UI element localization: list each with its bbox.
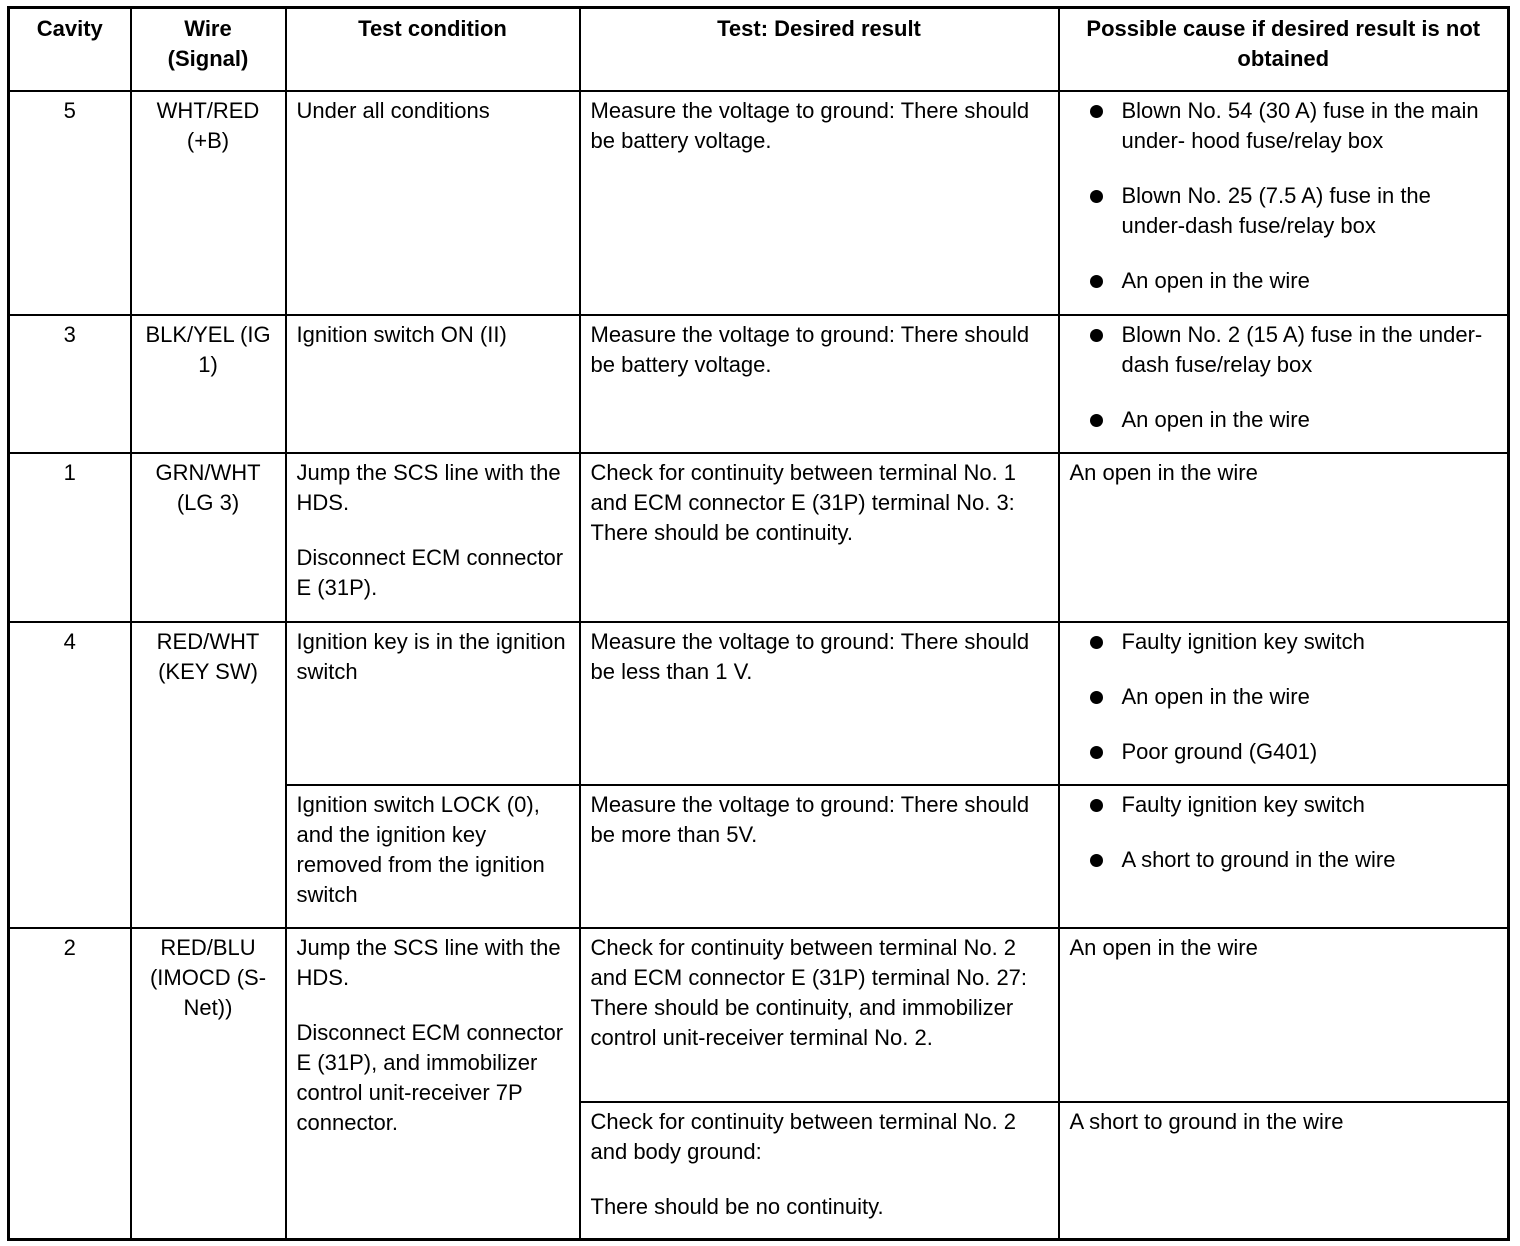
cause-cell	[1059, 453, 1509, 622]
wire-cell: RED/WHT (KEY SW)	[131, 622, 286, 928]
result-cell	[580, 315, 1059, 453]
header-desired-result: Test: Desired result	[580, 8, 1059, 91]
bullet-icon	[1090, 275, 1103, 288]
bullet-icon	[1090, 854, 1103, 867]
condition-text: Ignition key is in the ignition switch	[296, 628, 566, 684]
condition-cell	[286, 91, 580, 315]
cause-list	[1070, 320, 1498, 435]
table-row	[9, 928, 1509, 1102]
cause-text: Blown No. 2 (15 A) fuse in the under-dash fuse/relay box	[1121, 321, 1483, 377]
result-cell	[580, 622, 1059, 785]
header-wire: Wire (Signal)	[131, 8, 286, 91]
table-header-row	[9, 8, 1509, 91]
result-text: There should be no continuity.	[590, 1193, 884, 1219]
cavity-cell: 4	[9, 622, 131, 928]
cause-item	[1070, 682, 1498, 712]
wire-cell: GRN/WHT (LG 3)	[131, 453, 286, 622]
cause-list	[1070, 627, 1498, 767]
table-row	[9, 622, 1509, 785]
cause-cell	[1059, 928, 1509, 1102]
cause-text: An open in the wire	[1069, 459, 1258, 485]
bullet-icon	[1090, 329, 1103, 342]
bullet-icon	[1090, 414, 1103, 427]
result-text: Measure the voltage to ground: There should be less than 1 V.	[590, 628, 1030, 684]
cause-item	[1070, 405, 1498, 435]
condition-cell	[286, 785, 580, 928]
cavity-cell: 3	[9, 315, 131, 453]
cause-text: Blown No. 54 (30 A) fuse in the main under- hood fuse/relay box	[1121, 97, 1479, 153]
condition-cell	[286, 622, 580, 785]
bullet-icon	[1090, 636, 1103, 649]
cause-item	[1070, 181, 1498, 241]
troubleshooting-table-container	[7, 6, 1507, 1241]
condition-cell	[286, 928, 580, 1240]
wire-cell: WHT/RED (+B)	[131, 91, 286, 315]
table-row	[9, 453, 1509, 622]
cause-cell	[1059, 1102, 1509, 1240]
cause-item	[1070, 320, 1498, 380]
cause-item	[1070, 845, 1498, 875]
cavity-cell: 5	[9, 91, 131, 315]
cause-text: Blown No. 25 (7.5 A) fuse in the under-dash fuse/relay box	[1121, 182, 1431, 238]
cause-item	[1070, 266, 1498, 296]
result-text: Check for continuity between terminal No. 2 and ECM connector E (31P) terminal No. 27: There should be continuity, and immobilizer control unit-receiver terminal No. 2.	[590, 934, 1028, 1050]
result-text: Measure the voltage to ground: There should be battery voltage.	[590, 97, 1030, 153]
condition-text: Under all conditions	[296, 97, 490, 123]
cause-text: An open in the wire	[1069, 934, 1258, 960]
cause-text: An open in the wire	[1121, 406, 1310, 432]
table-row	[9, 91, 1509, 315]
bullet-icon	[1090, 190, 1103, 203]
cause-list	[1070, 790, 1498, 875]
cause-cell	[1059, 622, 1509, 785]
wire-cell: BLK/YEL (IG 1)	[131, 315, 286, 453]
condition-text: Jump the SCS line with the HDS.	[296, 459, 561, 515]
result-cell	[580, 928, 1059, 1102]
result-cell	[580, 453, 1059, 622]
cavity-cell: 1	[9, 453, 131, 622]
troubleshooting-table	[7, 6, 1510, 1241]
cause-text: Poor ground (G401)	[1121, 738, 1318, 764]
result-text: Measure the voltage to ground: There should be more than 5V.	[590, 791, 1030, 847]
cavity-cell: 2	[9, 928, 131, 1240]
condition-text: Disconnect ECM connector E (31P), and immobilizer control unit-receiver 7P connector.	[296, 1019, 564, 1135]
condition-text: Disconnect ECM connector E (31P).	[296, 544, 564, 600]
cause-text: Faulty ignition key switch	[1121, 791, 1365, 817]
bullet-icon	[1090, 691, 1103, 704]
result-text: Measure the voltage to ground: There should be battery voltage.	[590, 321, 1030, 377]
header-test-condition: Test condition	[286, 8, 580, 91]
header-possible-cause: Possible cause if desired result is not obtained	[1059, 8, 1509, 91]
result-text: Check for continuity between terminal No. 2 and body ground:	[590, 1108, 1017, 1164]
cause-cell	[1059, 315, 1509, 453]
bullet-icon	[1090, 105, 1103, 118]
header-cavity: Cavity	[9, 8, 131, 91]
cause-list	[1070, 96, 1498, 296]
cause-item	[1070, 627, 1498, 657]
condition-cell	[286, 315, 580, 453]
wire-cell: RED/BLU (IMOCD (S-Net))	[131, 928, 286, 1240]
result-cell	[580, 785, 1059, 928]
cause-cell	[1059, 785, 1509, 928]
cause-text: A short to ground in the wire	[1121, 846, 1396, 872]
result-cell	[580, 1102, 1059, 1240]
result-cell	[580, 91, 1059, 315]
cause-item	[1070, 790, 1498, 820]
cause-item	[1070, 96, 1498, 156]
condition-cell	[286, 453, 580, 622]
cause-cell	[1059, 91, 1509, 315]
cause-text: An open in the wire	[1121, 683, 1310, 709]
condition-text: Jump the SCS line with the HDS.	[296, 934, 561, 990]
cause-text: A short to ground in the wire	[1069, 1108, 1344, 1134]
condition-text: Ignition switch ON (II)	[296, 321, 507, 347]
cause-text: Faulty ignition key switch	[1121, 628, 1365, 654]
bullet-icon	[1090, 799, 1103, 812]
condition-text: Ignition switch LOCK (0), and the ignition key removed from the ignition switch	[296, 791, 545, 907]
table-row	[9, 315, 1509, 453]
bullet-icon	[1090, 746, 1103, 759]
result-text: Check for continuity between terminal No. 1 and ECM connector E (31P) terminal No. 3: There should be continuity.	[590, 459, 1017, 545]
cause-text: An open in the wire	[1121, 267, 1310, 293]
cause-item	[1070, 737, 1498, 767]
